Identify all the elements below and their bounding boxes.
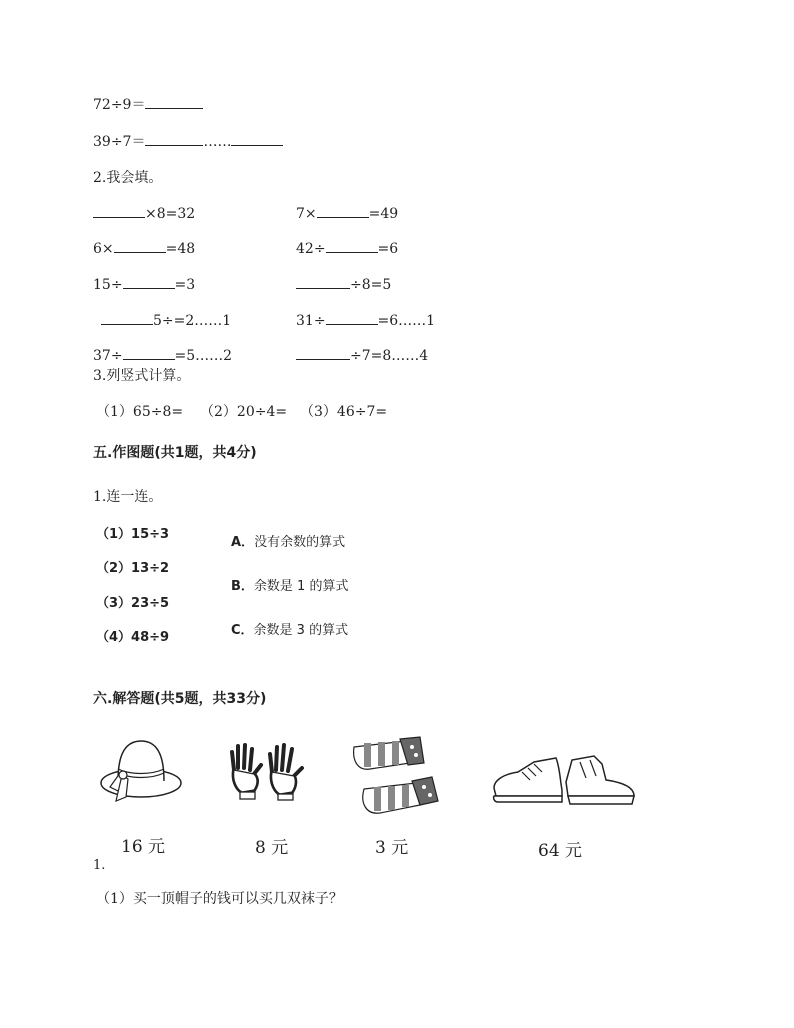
gloves-icon <box>228 740 308 802</box>
price-gloves: 8 元 <box>255 838 289 858</box>
match-left-1[interactable]: （1）15÷3 <box>96 527 170 542</box>
socks-icon <box>350 733 442 823</box>
remainder-blank[interactable] <box>231 133 283 146</box>
equation-39-div-7: 39÷7＝ …… <box>93 133 283 150</box>
fill-row-1-left: ×8=32 <box>93 205 195 222</box>
answer-blank[interactable] <box>93 205 145 218</box>
gloves-image <box>228 740 308 806</box>
hat-icon <box>96 735 186 815</box>
shoes-image <box>490 752 640 818</box>
vertical-calc-2: （2）20÷4= <box>200 404 288 420</box>
section-6-header: 六.解答题(共5题，共33分) <box>93 691 267 707</box>
section-2-title: 2.我会填。 <box>93 170 163 186</box>
price-shoes: 64 元 <box>538 841 583 861</box>
equation-72-div-9: 72÷9＝ <box>93 96 203 113</box>
match-right-b[interactable]: B．余数是 1 的算式 <box>231 579 349 594</box>
match-left-2[interactable]: （2）13÷2 <box>96 561 170 576</box>
answer-blank[interactable] <box>296 276 350 289</box>
fill-row-2-left: 6× =48 <box>93 241 196 257</box>
fill-row-4-left: 5÷=2……1 <box>101 312 231 329</box>
fill-row-1-right: 7× =49 <box>296 206 399 222</box>
question-number: 1. <box>93 858 106 873</box>
vertical-calc-3: （3）46÷7= <box>300 404 388 420</box>
match-left-3[interactable]: （3）23÷5 <box>96 596 170 611</box>
socks-image <box>350 733 442 827</box>
matching-question: 1.连一连。 <box>93 489 163 505</box>
fill-row-3-right: ÷8=5 <box>296 276 391 293</box>
answer-blank[interactable] <box>317 205 369 218</box>
match-left-4[interactable]: （4）48÷9 <box>96 630 170 645</box>
answer-blank[interactable] <box>145 96 203 109</box>
answer-blank[interactable] <box>114 240 166 253</box>
answer-blank[interactable] <box>296 347 350 360</box>
sub-question-1: （1）买一顶帽子的钱可以买几双袜子？ <box>96 891 343 907</box>
answer-blank[interactable] <box>123 276 175 289</box>
answer-blank[interactable] <box>326 240 378 253</box>
sneakers-icon <box>490 752 640 814</box>
price-socks: 3 元 <box>375 838 409 858</box>
vertical-calc-1: （1）65÷8= <box>96 404 184 420</box>
fill-row-5-left: 37÷ =5……2 <box>93 348 233 364</box>
section-5-header: 五.作图题(共1题，共4分) <box>93 445 257 461</box>
fill-row-5-right: ÷7=8……4 <box>296 347 428 364</box>
hat-image <box>96 735 186 819</box>
answer-blank[interactable] <box>123 347 175 360</box>
price-hat: 16 元 <box>121 837 166 857</box>
section-3-title: 3.列竖式计算。 <box>93 368 191 384</box>
match-right-c[interactable]: C．余数是 3 的算式 <box>231 623 349 638</box>
quotient-blank[interactable] <box>145 133 203 146</box>
answer-blank[interactable] <box>101 312 153 325</box>
match-right-a[interactable]: A．没有余数的算式 <box>231 535 346 550</box>
fill-row-2-right: 42÷ =6 <box>296 241 399 257</box>
fill-row-4-right: 31÷ =6……1 <box>296 313 436 329</box>
answer-blank[interactable] <box>326 312 378 325</box>
fill-row-3-left: 15÷ =3 <box>93 277 196 293</box>
